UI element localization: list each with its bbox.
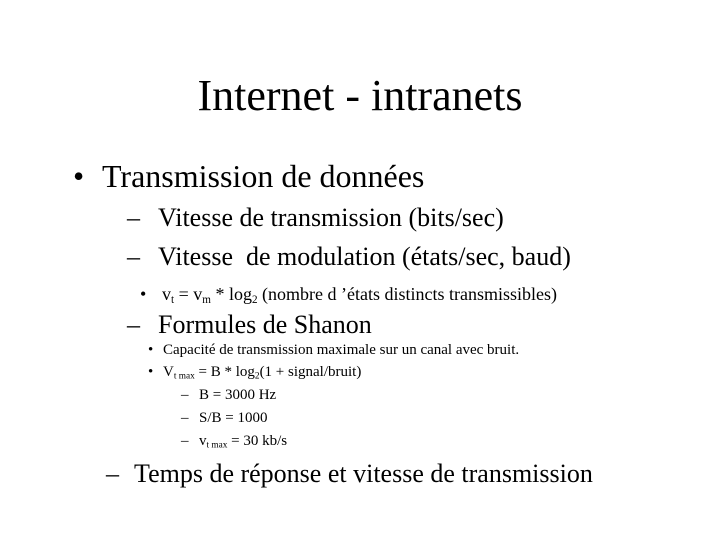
dash-marker: –	[181, 433, 189, 449]
item-temps-de-reponse: Temps de réponse et vitesse de transmission	[134, 459, 593, 488]
dash-marker: –	[127, 310, 140, 339]
item-vitesse-transmission: Vitesse de transmission (bits/sec)	[158, 203, 504, 232]
item-capacite-transmission: Capacité de transmission maximale sur un canal avec bruit.	[163, 342, 520, 358]
item-vitesse-modulation: Vitesse de modulation (états/sec, baud)	[158, 242, 571, 271]
value-vt-max: $v_{t max} = 30$ kb/s	[199, 433, 288, 451]
dash-marker: –	[181, 387, 189, 403]
value-bandwidth: B = 3000 Hz	[199, 387, 277, 403]
slide-title: Internet - intranets	[197, 71, 523, 120]
item-formules-shanon: Formules de Shanon	[158, 310, 372, 339]
dash-marker: –	[127, 242, 140, 271]
bullet-marker: •	[140, 284, 147, 304]
value-signal-noise: S/B = 1000	[199, 410, 268, 426]
bullet-marker: •	[148, 342, 154, 358]
formula-vt-vm: $v_t = v_m * \log_2$ (nombre d ’états distincts transmissibles)	[162, 284, 557, 307]
formula-vt-max: $V_{t max} = B * \log_2(1$ + signal/bruit)	[163, 364, 362, 382]
dash-marker: –	[106, 459, 119, 488]
bullet-transmission-de-donnees: Transmission de données	[102, 158, 425, 194]
dash-marker: –	[127, 203, 140, 232]
bullet-marker: •	[73, 158, 85, 194]
bullet-marker: •	[148, 364, 154, 380]
dash-marker: –	[181, 410, 189, 426]
